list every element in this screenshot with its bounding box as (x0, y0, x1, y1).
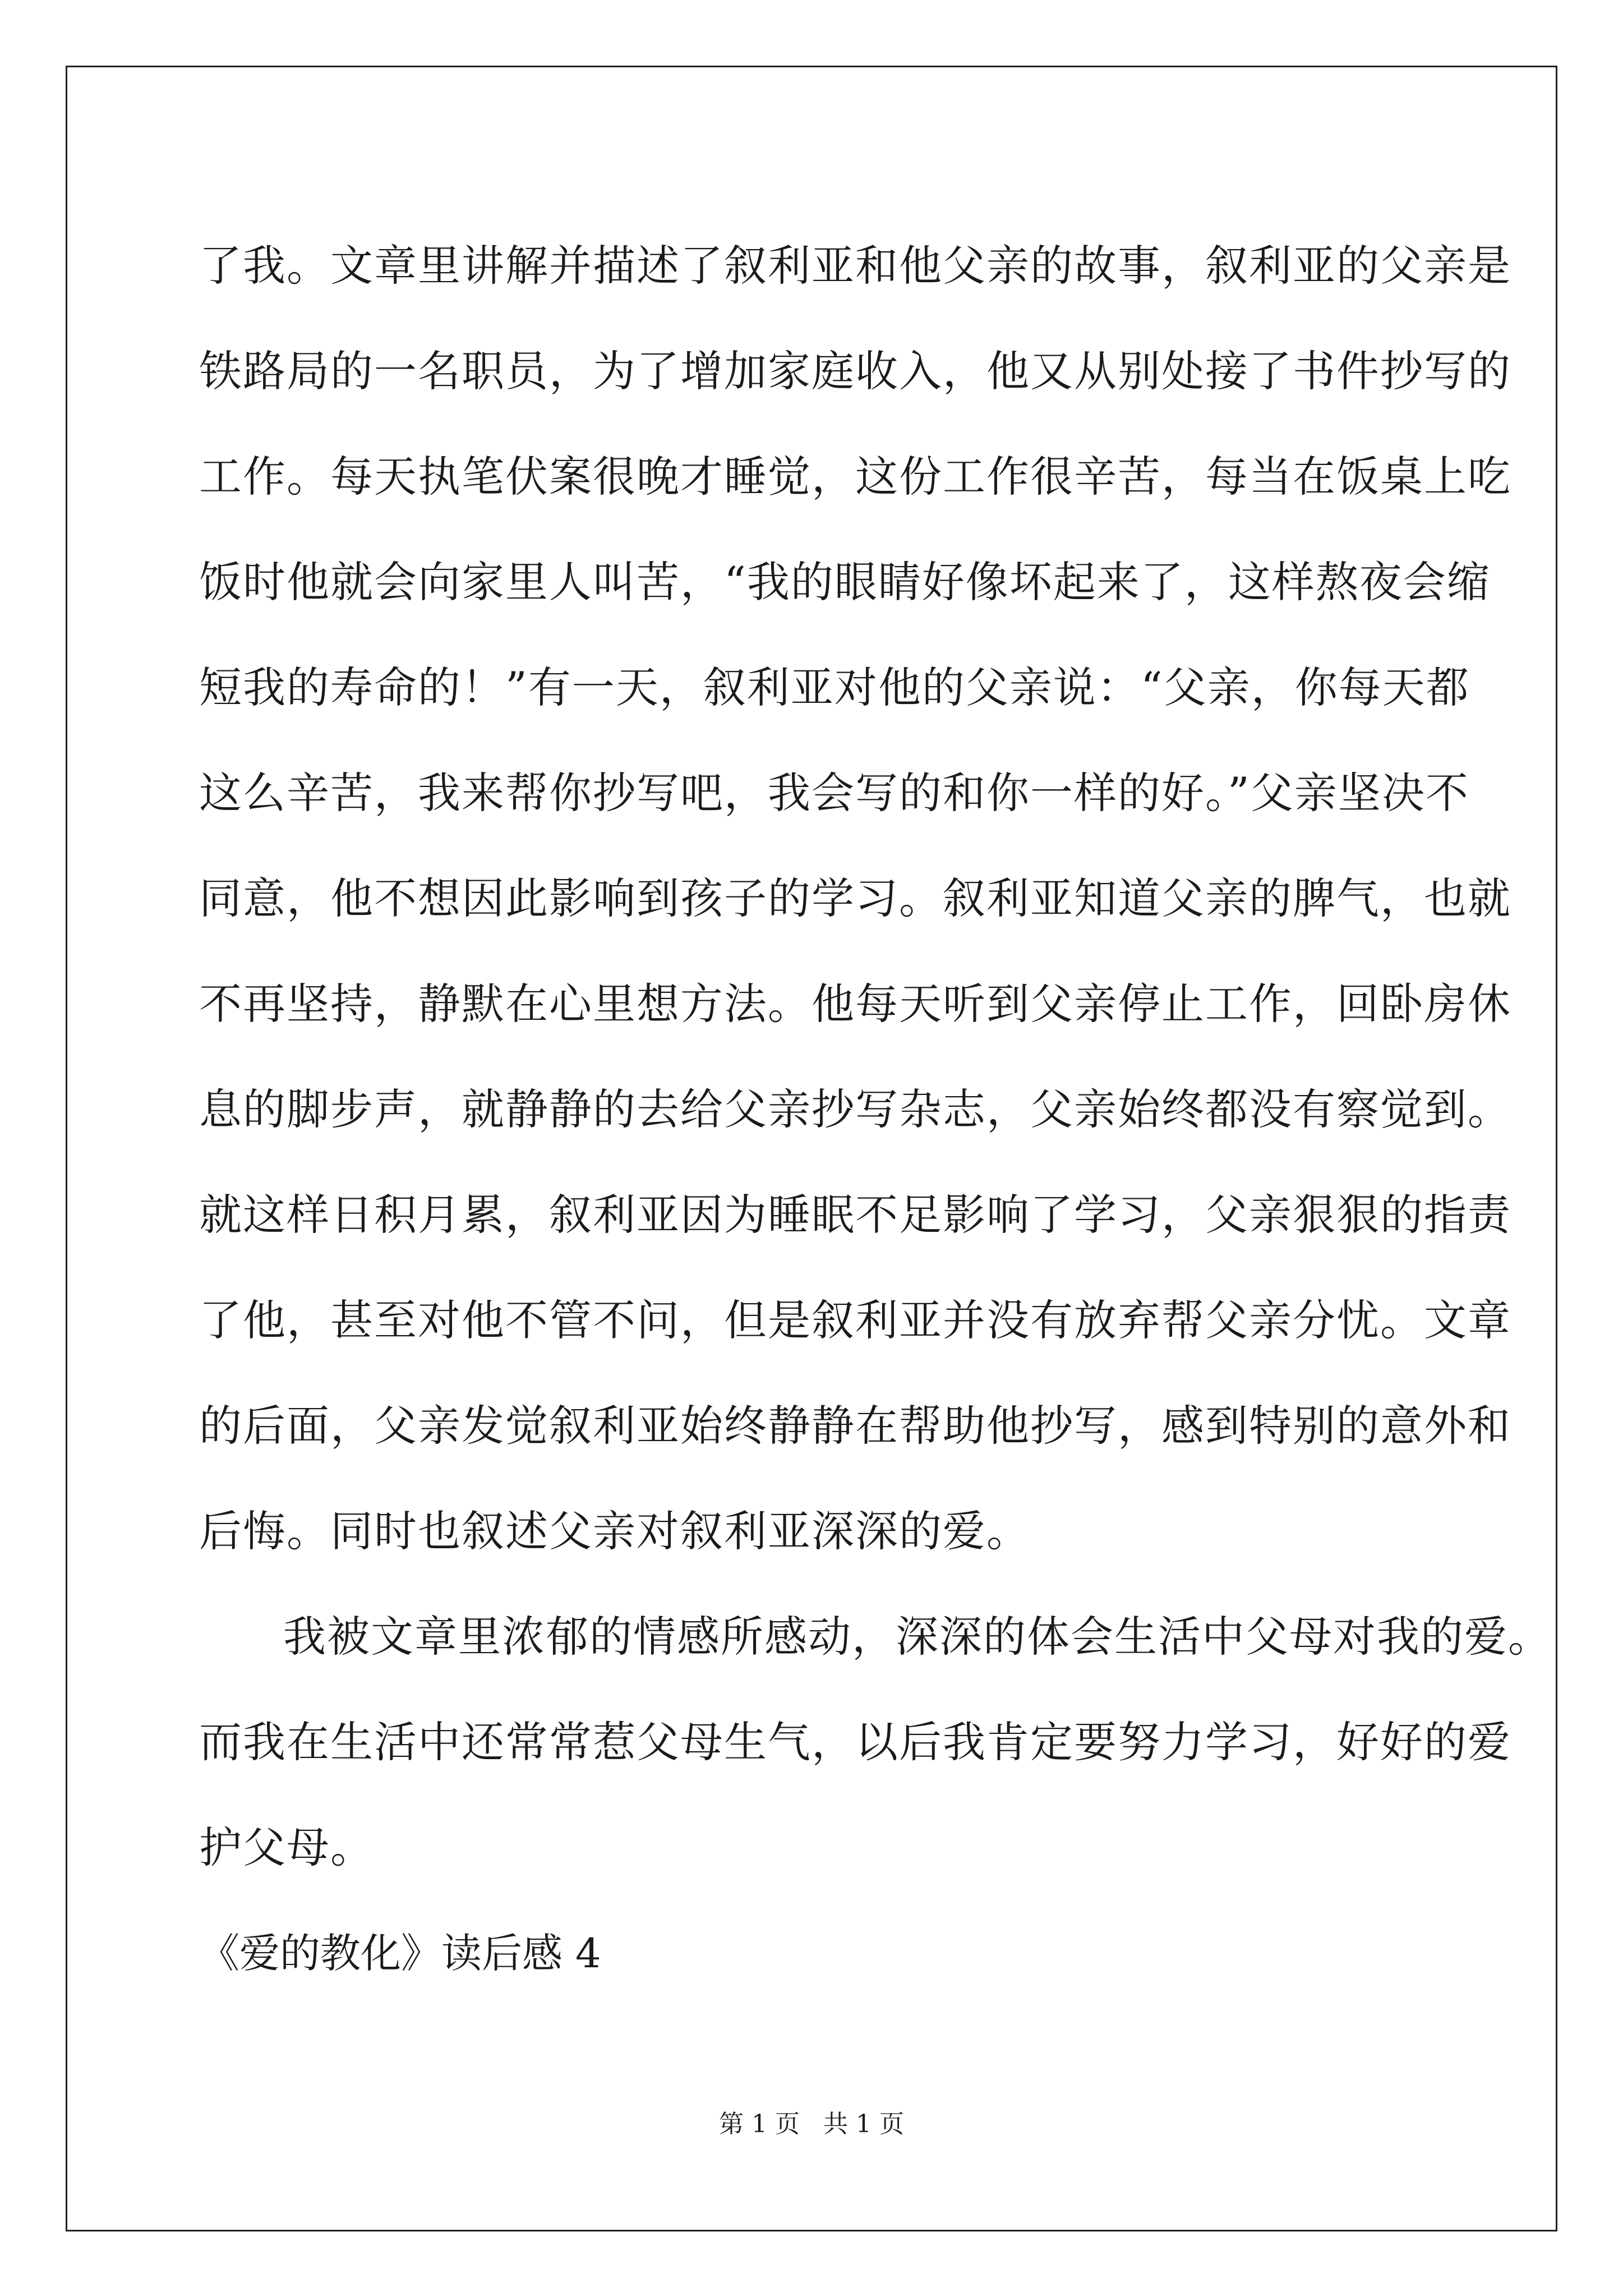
document-body (199, 213, 1552, 2006)
text-line: 我被文章里浓郁的情感所感动，深深的体会生活中父母对我的爱。 (283, 1612, 1552, 1662)
text-line: 了我。文章里讲解并描述了叙利亚和他父亲的故事，叙利亚的父亲是 (199, 241, 1511, 291)
text-line: 同意，他不想因此影响到孩子的学习。叙利亚知道父亲的脾气，也就 (199, 873, 1511, 923)
text-line: 饭时他就会向家里人叫苦，“我的眼睛好像坏起来了，这样熬夜会缩 (199, 557, 1491, 607)
text-line: 不再坚持，静默在心里想方法。他每天听到父亲停止工作，回卧房休 (199, 979, 1511, 1029)
paragraph-2 (199, 1584, 1552, 1901)
text-line: 铁路局的一名职员，为了增加家庭收入，他又从别处接了书件抄写的 (199, 346, 1511, 396)
text-line: 的后面，父亲发觉叙利亚始终静静在帮助他抄写，感到特别的意外和 (199, 1401, 1511, 1451)
text-line: 短我的寿命的！”有一天，叙利亚对他的父亲说：“父亲，你每天都 (199, 662, 1470, 712)
text-line: 护父母。 (199, 1823, 374, 1872)
text-line: 了他，甚至对他不管不问，但是叙利亚并没有放弃帮父亲分忧。文章 (199, 1295, 1511, 1345)
text-line: 而我在生活中还常常惹父母生气，以后我肯定要努力学习，好好的爱 (199, 1717, 1511, 1767)
section-heading: 《爱的教化》读后感 4 (199, 1930, 601, 1977)
text-line: 息的脚步声，就静静的去给父亲抄写杂志，父亲始终都没有察觉到。 (199, 1084, 1511, 1134)
text-line: 这么辛苦，我来帮你抄写吧，我会写的和你一样的好。”父亲坚决不 (199, 768, 1469, 818)
text-line: 就这样日积月累，叙利亚因为睡眠不足影响了学习，父亲狠狠的指责 (199, 1190, 1511, 1240)
text-line: 后悔。同时也叙述父亲对叙利亚深深的爱。 (199, 1506, 1030, 1556)
text-line: 工作。每天执笔伏案很晚才睡觉，这份工作很辛苦，每当在饭桌上吃 (199, 452, 1511, 501)
paragraph-1 (199, 213, 1511, 1584)
page-footer: 第 1 页 共 1 页 (719, 2110, 904, 2138)
